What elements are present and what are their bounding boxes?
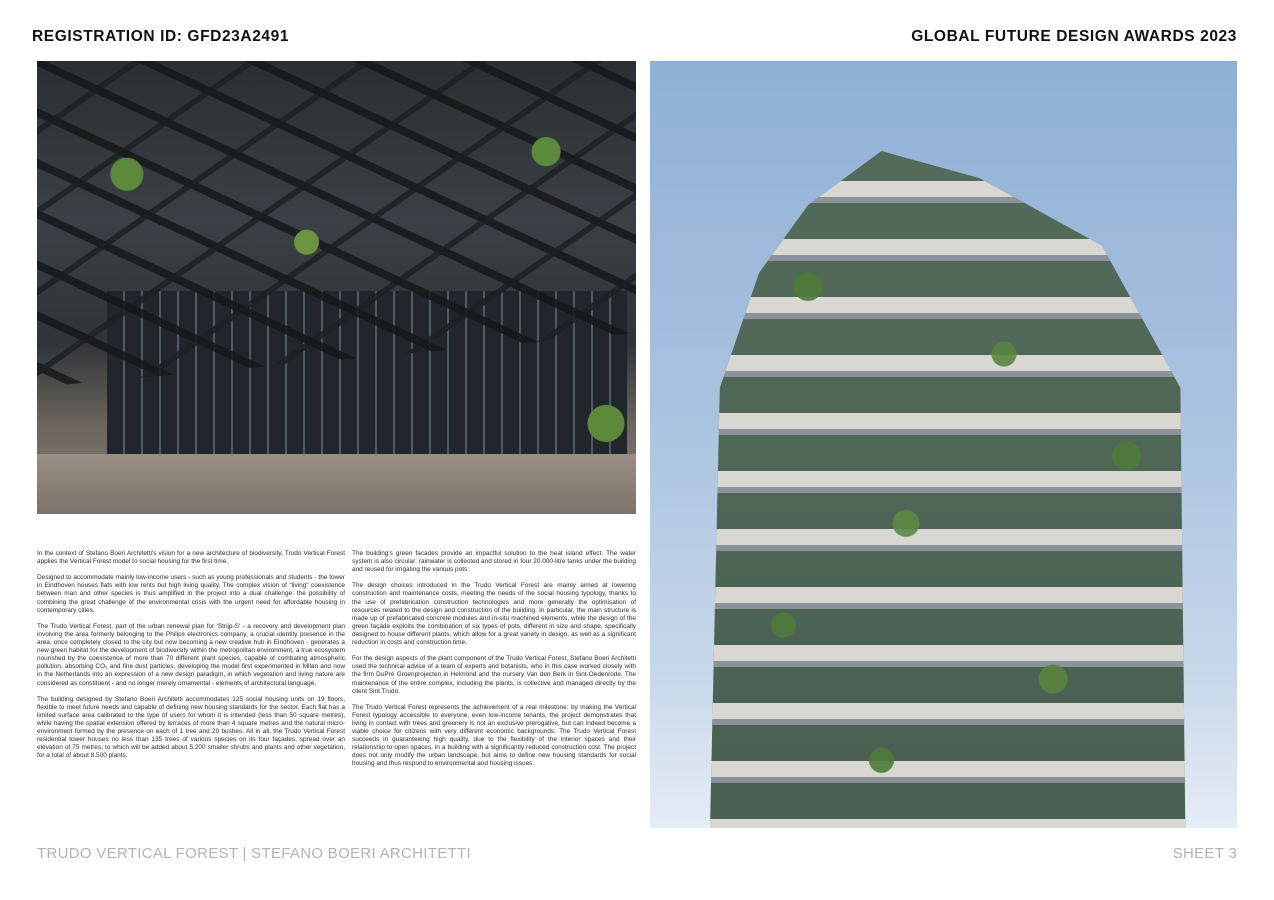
paragraph: The Trudo Vertical Forest represents the achievement of a real milestone: by making the Vertical Forest typology accessible to everyone, even low-income tenants, the project demonstrates that living in contact with trees and greenery is not an exclusive prerogative, but can indeed become a viable choice for citizens with very different economic backgrounds. The Trudo Vertical Forest succeeds in guaranteeing high quality, due to the flexibility of the interior spaces and their relationship to open spaces, in a building with a significantly reduced construction cost. The project does not only modify the urban landscape, but aims to define new housing standards for social housing and thus respond to environmental and housing issues. (352, 703, 636, 768)
paragraph: The building designed by Stefano Boeri Architetti accommodates 125 social housing units on 19 floors, flexible to meet future needs and capable of defining new housing standards for the sector. Each flat has a limited surface area calibrated to the type of users for whom it is intended (less than 50 square metres), while having the spatial extension offered by terraces of more than 4 square metres and the natural micro-environment formed by the presence on each of 1 tree and 20 bushes. All in all, the Trudo Vertical Forest residential tower houses no less than 135 trees of various species on its four façades, spread over an elevation of 75 metres, to which will be added about 5.200 smaller shrubs and plants and other vegetation, for a total of about 8.500 plants. (37, 695, 345, 760)
award-title: GLOBAL FUTURE DESIGN AWARDS 2023 (911, 28, 1237, 45)
paragraph: The Trudo Vertical Forest, part of the urban renewal plan for 'Strijp-S' - a recovery and development plan involving the area formerly belonging to the Philips electronics company, a crucial identity presence in the area, once completely closed to the city but now becoming a new creative hub in Eindhoven - generates a new green habitat for the development of biodiversity within the metropolitan environment, a true ecosystem nourished by the coexistence of more than 70 different plant species, capable of combating atmospheric pollution, absorbing CO₂ and fine dust particles, developing the model first experimented in Milan and now in the Netherlands into an expression of a new design paradigm, in which vegetation and living nature are considered as constituent - and no longer merely ornamental - elements of architectural language. (37, 622, 345, 687)
paragraph: The building's green facades provide an impactful solution to the heat island effect. The water system is also circular: rainwater is collected and stored in four 20.000-litre tanks under the building and reused for irrigating the various pots. (352, 550, 636, 574)
text-column-right (352, 550, 636, 777)
registration-id: REGISTRATION ID: GFD23A2491 (32, 28, 290, 45)
balcony-trees (710, 151, 1200, 828)
photo-ground-level-canopy (37, 61, 636, 514)
planted-terraces (37, 61, 636, 514)
plaza-ground (37, 454, 636, 514)
footer-project-title: TRUDO VERTICAL FOREST | STEFANO BOERI ARCHITETTI (37, 845, 471, 862)
paragraph: The design choices introduced in the Trudo Vertical Forest are mainly aimed at lowering construction and maintenance costs, meeting the needs of the social housing typology, thanks to the use of prefabrication construction technologies and more generally the optimisation of resources related to the design and construction of the building. In particular, the main structure is made up of prefabricated concrete modules and in-situ machined elements, while the design of the green façade exploits the combination of six types of pots, different in size and shape, specifically designed to house different plants, which allow for a great variety in design, as well as a significant reduction in costs and construction time. (352, 582, 636, 647)
text-column-left (37, 550, 345, 769)
footer-sheet-number: SHEET 3 (1172, 845, 1237, 862)
paragraph: For the design aspects of the plant component of the Trudo Vertical Forest, Stefano Boeri Architetti used the technical advice of a team of experts and botanists, who in this case worked closely with the firm DuPré Groenprojecten in Helmond and the nursery Van den Berk in Sint-Oedenrode. The maintenance of the entire complex, including the plants, is collective and managed directly by the client Sint Trudo. (352, 655, 636, 695)
paragraph: In the context of Stefano Boeri Architetti's vision for a new architecture of biodiversity, Trudo Vertical Forest applies the Vertical Forest model to social housing for the first time. (37, 550, 345, 566)
photo-tower-exterior (650, 61, 1237, 828)
paragraph: Designed to accommodate mainly low-income users - such as young professionals and students - the tower in Eindhoven houses flats with low rents but high living quality. The complex vision of "living" coexistence between man and other species is thus amplified in the project into a dual challenge: the possibility of combining the great challenge of the environmental crisis with the urgent need for affordable housing in contemporary cities. (37, 574, 345, 614)
